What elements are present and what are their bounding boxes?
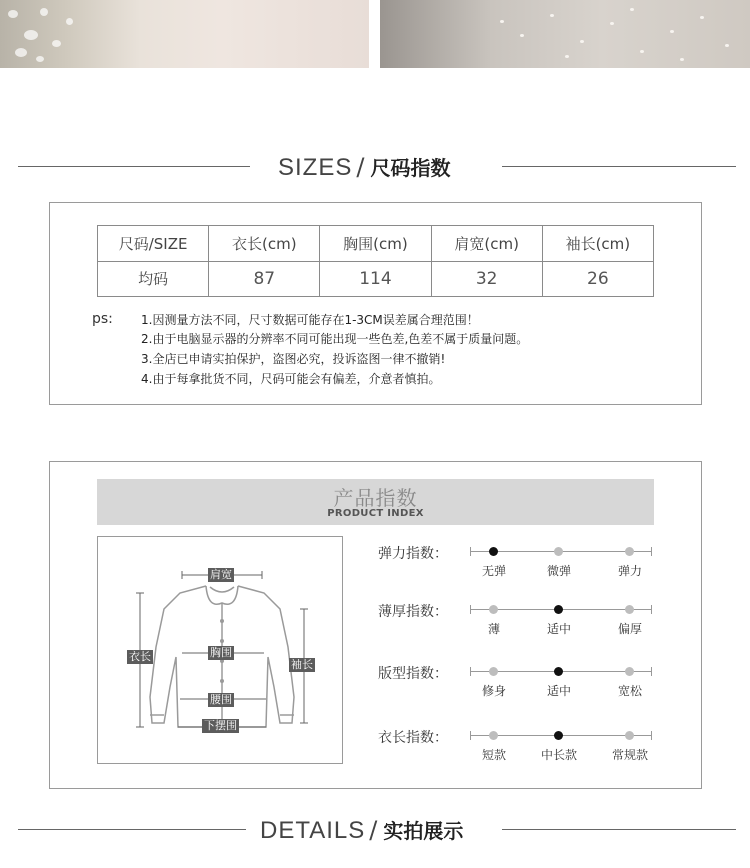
note-item: 1.因测量方法不同，尺寸数据可能存在1-3CM误差属合理范围！ xyxy=(141,313,479,327)
table-header-row xyxy=(98,226,654,262)
scale-tick xyxy=(470,605,471,614)
table-cell: 87 xyxy=(209,261,320,297)
scale-tick xyxy=(651,731,652,740)
divider-line xyxy=(18,166,250,167)
scale-dot xyxy=(489,731,498,740)
scale-tick xyxy=(651,605,652,614)
scale-tick xyxy=(470,667,471,676)
scale-dot xyxy=(625,547,634,556)
scale-tick xyxy=(470,547,471,556)
title-en: SIZES xyxy=(278,154,353,181)
divider-line xyxy=(502,166,736,167)
scale-dot xyxy=(489,547,498,556)
sizes-section-title xyxy=(278,152,450,182)
divider-line xyxy=(502,829,736,830)
table-header-cell: 胸围(cm) xyxy=(320,226,431,262)
table-cell: 26 xyxy=(542,261,653,297)
scale-option: 短款 xyxy=(481,748,507,762)
table-header-cell: 衣长(cm) xyxy=(209,226,320,262)
product-index-title-cn: 产品指数 xyxy=(333,486,418,510)
shoulder-label: 肩宽 xyxy=(210,568,232,581)
scale-option: 薄 xyxy=(487,622,501,636)
title-en: DETAILS xyxy=(260,817,366,844)
chest-label: 胸围 xyxy=(210,646,232,659)
table-header-cell: 肩宽(cm) xyxy=(431,226,542,262)
scale-dot xyxy=(489,605,498,614)
length-label: 衣长 xyxy=(129,650,151,663)
scale-dot xyxy=(554,731,563,740)
product-photo-left xyxy=(0,0,369,68)
table-cell: 114 xyxy=(320,261,431,297)
scale-option: 常规款 xyxy=(611,748,649,762)
sleeve-label: 袖长 xyxy=(291,658,313,671)
notes-prefix: ps: xyxy=(92,311,113,327)
index-label: 衣长指数： xyxy=(378,730,448,746)
note-item: 2.由于电脑显示器的分辨率不同可能出现一些色差,色差不属于质量问题。 xyxy=(141,332,529,346)
scale-option: 微弹 xyxy=(546,564,572,578)
scale-dot xyxy=(489,667,498,676)
note-item: 3.全店已申请实拍保护，盗图必究，投诉盗图一律不撤销! xyxy=(141,352,446,366)
product-index-title-en: PRODUCT INDEX xyxy=(327,508,424,519)
scale-option: 无弹 xyxy=(481,564,507,578)
scale-option: 弹力 xyxy=(617,564,643,578)
measurement-diagram xyxy=(97,536,343,764)
scale-tick xyxy=(470,731,471,740)
scale-tick xyxy=(651,667,652,676)
title-cn: 实拍展示 xyxy=(383,819,464,843)
table-cell: 均码 xyxy=(98,261,209,297)
divider-line xyxy=(18,829,246,830)
size-table xyxy=(97,225,654,297)
title-cn: 尺码指数 xyxy=(370,156,451,180)
index-label: 版型指数： xyxy=(378,666,448,682)
table-header-cell: 尺码/SIZE xyxy=(98,226,209,262)
scale-tick xyxy=(651,547,652,556)
scale-dot xyxy=(625,605,634,614)
index-label: 弹力指数： xyxy=(378,546,448,562)
product-index-header xyxy=(97,479,654,525)
index-label: 薄厚指数： xyxy=(378,604,448,620)
title-slash: / xyxy=(356,153,365,181)
scale-option: 适中 xyxy=(546,622,572,636)
scale-dot xyxy=(625,667,634,676)
note-item: 4.由于每拿批货不同，尺码可能会有偏差，介意者慎拍。 xyxy=(141,372,441,386)
details-section-title xyxy=(260,815,463,845)
scale-option: 适中 xyxy=(546,684,572,698)
waist-label: 腰围 xyxy=(210,693,232,706)
scale-option: 偏厚 xyxy=(617,622,643,636)
hem-label: 下摆围 xyxy=(204,719,237,732)
scale-dot xyxy=(554,667,563,676)
table-cell: 32 xyxy=(431,261,542,297)
table-row xyxy=(98,261,654,297)
scale-option: 中长款 xyxy=(540,748,578,762)
scale-dot xyxy=(554,605,563,614)
title-slash: / xyxy=(369,816,378,844)
scale-option: 宽松 xyxy=(617,684,643,698)
table-header-cell: 袖长(cm) xyxy=(542,226,653,262)
scale-dot xyxy=(554,547,563,556)
product-photo-right xyxy=(380,0,750,68)
scale-option: 修身 xyxy=(481,684,507,698)
scale-dot xyxy=(625,731,634,740)
